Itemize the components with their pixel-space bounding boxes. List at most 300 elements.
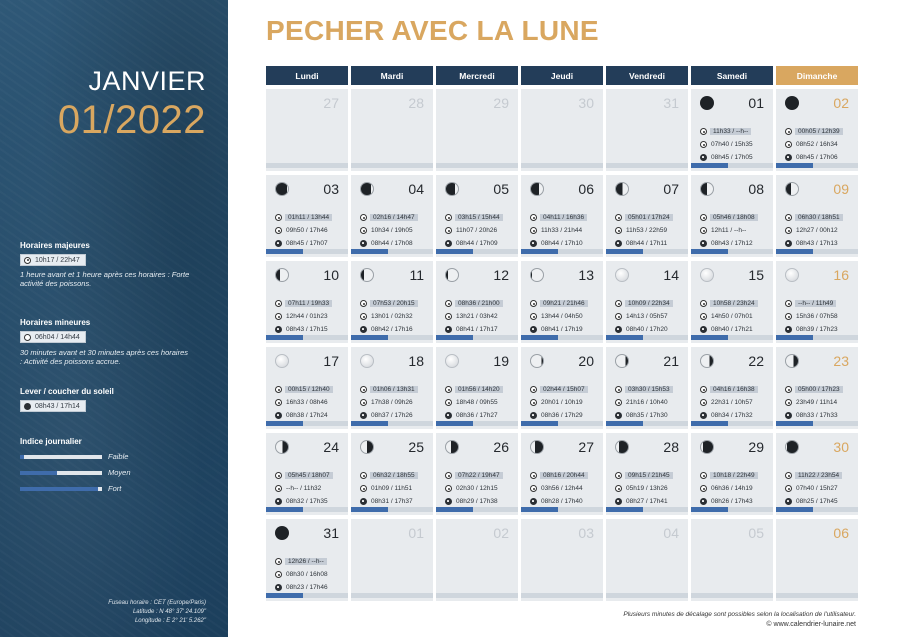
- target-icon: [615, 300, 622, 307]
- minor-hours-text: 08h52 / 16h34: [796, 141, 838, 148]
- minor-hours-text: 17h38 / 09h26: [371, 399, 413, 406]
- major-hours-text: 10h58 / 23h24: [710, 300, 758, 307]
- day-number: 25: [408, 439, 424, 455]
- moon-phase-icon: [785, 440, 799, 454]
- day-cell-outside: [436, 89, 518, 171]
- daily-index-fill: [351, 249, 388, 254]
- time-rows: [445, 469, 515, 508]
- weekday-header: Mercredi: [436, 66, 518, 85]
- daily-index-bar: [691, 335, 773, 340]
- day-number: 21: [663, 353, 679, 369]
- minor-hours-row: [530, 396, 600, 409]
- major-hours-row: [275, 469, 345, 482]
- minor-hours-row: [700, 310, 770, 323]
- day-number: 27: [578, 439, 594, 455]
- moon-phase-icon: [700, 354, 714, 368]
- target-icon: [785, 313, 792, 320]
- moon-phase-icon: [785, 354, 799, 368]
- daily-index-bar: [606, 335, 688, 340]
- major-hours-row: [700, 383, 770, 396]
- major-hours-row: [785, 211, 855, 224]
- day-number: 15: [748, 267, 764, 283]
- target-icon: [785, 485, 792, 492]
- target-icon: [530, 313, 537, 320]
- moon-phase-icon: [785, 182, 799, 196]
- daily-index-bar: [351, 507, 433, 512]
- time-rows: [700, 211, 770, 250]
- sunrise-sunset-text: 08h44 / 17h09: [456, 240, 498, 247]
- daily-index-bar: [606, 421, 688, 426]
- sun-icon: [360, 412, 367, 419]
- minor-hours-text: 10h34 / 19h05: [371, 227, 413, 234]
- daily-index-fill: [436, 335, 473, 340]
- minor-hours-row: [700, 138, 770, 151]
- weekday-header: Jeudi: [521, 66, 603, 85]
- moon-phase-icon: [360, 354, 374, 368]
- target-icon: [275, 300, 282, 307]
- index-fill: [20, 471, 57, 475]
- sun-icon: [785, 326, 792, 333]
- day-number: 05: [493, 181, 509, 197]
- minor-hours-row: [700, 396, 770, 409]
- sun-icon: [24, 403, 31, 410]
- major-hours-text: 04h11 / 16h36: [540, 214, 587, 221]
- day-cell-outside: [776, 519, 858, 601]
- day-number: 02: [833, 95, 849, 111]
- target-icon: [530, 386, 537, 393]
- minor-hours-row: [360, 310, 430, 323]
- minor-hours-text: 07h40 / 15h27: [796, 485, 838, 492]
- sunrise-sunset-text: 08h42 / 17h16: [371, 326, 413, 333]
- major-hours-row: [615, 383, 685, 396]
- moon-phase-icon: [445, 268, 459, 282]
- minor-hours-row: [360, 224, 430, 237]
- time-rows: [530, 383, 600, 422]
- major-hours-row: [275, 297, 345, 310]
- daily-index-bar: [691, 507, 773, 512]
- index-fill: [20, 455, 24, 459]
- day-number: 10: [323, 267, 339, 283]
- target-icon: [360, 399, 367, 406]
- minor-hours-row: [445, 310, 515, 323]
- legend-minor-example-text: 06h04 / 14h44: [35, 333, 80, 341]
- time-rows: [360, 469, 430, 508]
- daily-index-fill: [691, 421, 728, 426]
- time-rows: [275, 211, 345, 250]
- minor-hours-row: [530, 310, 600, 323]
- target-icon: [445, 214, 452, 221]
- minor-hours-text: 22h31 / 10h57: [711, 399, 753, 406]
- day-cell-outside: [351, 519, 433, 601]
- time-rows: [360, 297, 430, 336]
- day-cell: [691, 89, 773, 171]
- sidebar-panel: [0, 0, 228, 637]
- moon-phase-icon: [785, 96, 799, 110]
- legend-major-example: [20, 254, 86, 266]
- sunrise-sunset-text: 08h26 / 17h43: [711, 498, 753, 505]
- sunrise-sunset-text: 08h44 / 17h10: [541, 240, 583, 247]
- daily-index-bar: [266, 421, 348, 426]
- moon-phase-icon: [275, 182, 289, 196]
- index-label-fort: Fort: [108, 484, 122, 493]
- time-rows: [785, 125, 855, 164]
- daily-index-fill: [776, 335, 813, 340]
- major-hours-row: [615, 297, 685, 310]
- major-hours-text: 12h26 / --h--: [285, 558, 327, 565]
- day-cell-outside: [521, 519, 603, 601]
- minor-hours-text: 14h13 / 05h57: [626, 313, 668, 320]
- daily-index-fill: [776, 249, 813, 254]
- sunrise-sunset-text: 08h43 / 17h13: [796, 240, 838, 247]
- minor-hours-text: 20h01 / 10h19: [541, 399, 583, 406]
- footer-note: Plusieurs minutes de décalage sont possibles selon la localisation de l'utilisateur.: [623, 611, 856, 618]
- sun-icon: [530, 240, 537, 247]
- daily-index-fill: [266, 421, 303, 426]
- daily-index-fill: [521, 421, 558, 426]
- day-cell: [521, 433, 603, 515]
- time-rows: [445, 211, 515, 250]
- daily-index-bar: [776, 593, 858, 598]
- target-icon: [530, 472, 537, 479]
- time-rows: [700, 469, 770, 508]
- daily-index-bar: [436, 335, 518, 340]
- time-rows: [445, 383, 515, 422]
- daily-index-fill: [521, 249, 558, 254]
- month-number: 01/2022: [57, 98, 206, 142]
- time-rows: [530, 469, 600, 508]
- major-hours-text: 11h33 / --h--: [710, 128, 751, 135]
- daily-index-bar: [436, 249, 518, 254]
- daily-index-bar: [521, 421, 603, 426]
- major-hours-text: 02h16 / 14h47: [370, 214, 418, 221]
- day-number: 05: [748, 525, 764, 541]
- target-icon: [360, 227, 367, 234]
- day-number: 29: [748, 439, 764, 455]
- target-icon: [445, 472, 452, 479]
- day-number: 01: [408, 525, 424, 541]
- target-icon: [785, 399, 792, 406]
- day-number: 16: [833, 267, 849, 283]
- day-cell-outside: [606, 519, 688, 601]
- day-number: 28: [408, 95, 424, 111]
- target-icon: [530, 485, 537, 492]
- major-hours-row: [360, 297, 430, 310]
- day-number: 31: [663, 95, 679, 111]
- daily-index-bar: [436, 421, 518, 426]
- target-icon: [615, 472, 622, 479]
- minor-hours-text: 12h27 / 00h12: [796, 227, 838, 234]
- moon-phase-icon: [615, 268, 629, 282]
- day-cell: [266, 433, 348, 515]
- minor-hours-text: 03h56 / 12h44: [541, 485, 583, 492]
- major-hours-row: [785, 383, 855, 396]
- target-icon: [785, 214, 792, 221]
- minor-hours-row: [275, 310, 345, 323]
- time-rows: [360, 211, 430, 250]
- time-rows: [275, 383, 345, 422]
- latitude-info: Latitude : N 48° 37' 24.109": [132, 609, 206, 615]
- sun-icon: [615, 412, 622, 419]
- daily-index-fill: [266, 335, 303, 340]
- sunrise-sunset-text: 08h44 / 17h08: [371, 240, 413, 247]
- time-rows: [445, 297, 515, 336]
- daily-index-bar: [606, 593, 688, 598]
- moon-phase-icon: [700, 268, 714, 282]
- day-number: 08: [748, 181, 764, 197]
- major-hours-text: 08h36 / 21h00: [455, 300, 503, 307]
- daily-index-fill: [351, 507, 388, 512]
- major-hours-text: 05h45 / 18h07: [285, 472, 333, 479]
- major-hours-row: [360, 383, 430, 396]
- sunrise-sunset-text: 08h33 / 17h33: [796, 412, 838, 419]
- target-icon: [445, 399, 452, 406]
- day-number: 31: [323, 525, 339, 541]
- minor-hours-row: [275, 396, 345, 409]
- daily-index-bar: [266, 163, 348, 168]
- moon-phase-icon: [275, 440, 289, 454]
- major-hours-row: [275, 383, 345, 396]
- minor-hours-row: [700, 482, 770, 495]
- major-hours-row: [445, 211, 515, 224]
- daily-index-bar: [521, 507, 603, 512]
- target-icon: [700, 300, 707, 307]
- daily-index-bar: [691, 249, 773, 254]
- target-icon: [24, 334, 31, 341]
- daily-index-bar: [266, 335, 348, 340]
- minor-hours-text: --h-- / 11h32: [286, 485, 322, 492]
- time-rows: [615, 297, 685, 336]
- index-label-moyen: Moyen: [108, 468, 131, 477]
- day-number: 17: [323, 353, 339, 369]
- major-hours-text: 04h16 / 16h38: [710, 386, 758, 393]
- target-icon: [275, 214, 282, 221]
- sun-icon: [615, 498, 622, 505]
- day-cell: [521, 175, 603, 257]
- major-hours-text: 07h53 / 20h15: [370, 300, 418, 307]
- sun-icon: [275, 240, 282, 247]
- daily-index-fill: [691, 249, 728, 254]
- sunrise-sunset-text: 08h44 / 17h11: [626, 240, 668, 247]
- daily-index-bar: [606, 163, 688, 168]
- sun-icon: [360, 240, 367, 247]
- day-cell: [691, 433, 773, 515]
- moon-phase-icon: [700, 96, 714, 110]
- target-icon: [615, 313, 622, 320]
- daily-index-fill: [351, 421, 388, 426]
- day-cell: [351, 261, 433, 343]
- month-name: JANVIER: [88, 66, 206, 96]
- target-icon: [445, 386, 452, 393]
- target-icon: [445, 485, 452, 492]
- daily-index-fill: [266, 249, 303, 254]
- day-number: 20: [578, 353, 594, 369]
- sun-icon: [785, 498, 792, 505]
- target-icon: [360, 313, 367, 320]
- day-number: 30: [578, 95, 594, 111]
- minor-hours-text: 14h50 / 07h01: [711, 313, 753, 320]
- weekday-header: Dimanche: [776, 66, 858, 85]
- minor-hours-text: 23h49 / 11h14: [796, 399, 838, 406]
- day-cell: [351, 433, 433, 515]
- target-icon: [700, 399, 707, 406]
- sun-icon: [275, 498, 282, 505]
- moon-phase-icon: [615, 354, 629, 368]
- daily-index-bar: [266, 507, 348, 512]
- timezone-info: Fuseau horaire : CET (Europe/Paris): [108, 600, 206, 606]
- time-rows: [700, 383, 770, 422]
- day-cell: [606, 433, 688, 515]
- minor-hours-text: 09h50 / 17h46: [286, 227, 328, 234]
- daily-index-bar: [776, 507, 858, 512]
- sunrise-sunset-text: 08h43 / 17h12: [711, 240, 753, 247]
- legend-sun-title: Lever / coucher du soleil: [20, 387, 114, 396]
- target-icon: [445, 300, 452, 307]
- major-hours-text: 11h22 / 23h54: [795, 472, 842, 479]
- sunrise-sunset-text: 08h25 / 17h45: [796, 498, 838, 505]
- target-icon: [275, 313, 282, 320]
- daily-index-fill: [436, 507, 473, 512]
- sunrise-sunset-text: 08h27 / 17h41: [626, 498, 668, 505]
- sunrise-sunset-text: 08h43 / 17h15: [286, 326, 328, 333]
- daily-index-fill: [606, 507, 643, 512]
- major-hours-text: 06h32 / 18h55: [370, 472, 418, 479]
- minor-hours-row: [275, 482, 345, 495]
- sun-icon: [445, 412, 452, 419]
- major-hours-text: 00h15 / 12h40: [285, 386, 333, 393]
- sunrise-sunset-text: 08h32 / 17h35: [286, 498, 328, 505]
- minor-hours-text: 12h44 / 01h23: [286, 313, 328, 320]
- target-icon: [275, 485, 282, 492]
- weekday-header: Samedi: [691, 66, 773, 85]
- sunrise-sunset-text: 08h40 / 17h20: [626, 326, 668, 333]
- day-number: 29: [493, 95, 509, 111]
- moon-phase-icon: [360, 440, 374, 454]
- daily-index-bar: [351, 593, 433, 598]
- sun-icon: [700, 154, 707, 161]
- daily-index-bar: [266, 593, 348, 598]
- major-hours-row: [530, 383, 600, 396]
- target-icon: [700, 313, 707, 320]
- target-icon: [700, 472, 707, 479]
- major-hours-text: 02h44 / 15h07: [540, 386, 588, 393]
- daily-index-bar: [351, 163, 433, 168]
- minor-hours-row: [615, 482, 685, 495]
- day-number: 30: [833, 439, 849, 455]
- day-cell: [606, 175, 688, 257]
- moon-phase-icon: [530, 354, 544, 368]
- sun-icon: [785, 412, 792, 419]
- sun-icon: [530, 412, 537, 419]
- major-hours-row: [275, 211, 345, 224]
- moon-phase-icon: [700, 182, 714, 196]
- daily-index-bar: [606, 249, 688, 254]
- day-cell: [776, 433, 858, 515]
- time-rows: [360, 383, 430, 422]
- sunrise-sunset-text: 08h45 / 17h05: [711, 154, 753, 161]
- day-number: 02: [493, 525, 509, 541]
- day-cell-outside: [691, 519, 773, 601]
- minor-hours-text: 02h30 / 12h15: [456, 485, 498, 492]
- index-bar-fort: [20, 487, 102, 491]
- daily-index-fill: [266, 507, 303, 512]
- minor-hours-text: 06h36 / 14h19: [711, 485, 753, 492]
- major-hours-row: [615, 211, 685, 224]
- moon-phase-icon: [530, 268, 544, 282]
- target-icon: [275, 227, 282, 234]
- daily-index-bar: [521, 335, 603, 340]
- daily-index-fill: [436, 249, 473, 254]
- major-hours-text: 01h56 / 14h20: [455, 386, 503, 393]
- target-icon: [785, 141, 792, 148]
- sunrise-sunset-text: 08h45 / 17h06: [796, 154, 838, 161]
- day-number: 11: [409, 267, 424, 283]
- time-rows: [700, 125, 770, 164]
- target-icon: [24, 257, 31, 264]
- major-hours-row: [700, 297, 770, 310]
- minor-hours-text: 13h44 / 04h50: [541, 313, 583, 320]
- day-cell-outside: [351, 89, 433, 171]
- day-cell: [436, 261, 518, 343]
- major-hours-row: [700, 125, 770, 138]
- day-number: 01: [748, 95, 764, 111]
- target-icon: [275, 472, 282, 479]
- sunrise-sunset-text: 08h36 / 17h29: [541, 412, 583, 419]
- major-hours-text: 09h15 / 21h45: [625, 472, 673, 479]
- daily-index-fill: [691, 163, 728, 168]
- major-hours-text: 03h15 / 15h44: [455, 214, 503, 221]
- day-cell: [266, 175, 348, 257]
- minor-hours-text: 21h16 / 10h40: [626, 399, 668, 406]
- sunrise-sunset-text: 08h41 / 17h17: [456, 326, 498, 333]
- minor-hours-row: [785, 224, 855, 237]
- page-title: PECHER AVEC LA LUNE: [266, 15, 599, 46]
- day-cell: [691, 261, 773, 343]
- time-rows: [785, 469, 855, 508]
- minor-hours-text: 16h33 / 08h46: [286, 399, 328, 406]
- major-hours-row: [275, 555, 345, 568]
- major-hours-text: 09h21 / 21h46: [540, 300, 588, 307]
- minor-hours-row: [445, 224, 515, 237]
- major-hours-text: 07h22 / 19h47: [455, 472, 503, 479]
- moon-phase-icon: [530, 440, 544, 454]
- major-hours-text: 01h11 / 13h44: [285, 214, 332, 221]
- day-number: 23: [833, 353, 849, 369]
- moon-phase-icon: [275, 526, 289, 540]
- sunrise-sunset-text: 08h35 / 17h30: [626, 412, 668, 419]
- day-cell: [266, 519, 348, 601]
- daily-index-bar: [776, 249, 858, 254]
- target-icon: [360, 472, 367, 479]
- daily-index-bar: [691, 163, 773, 168]
- day-cell-outside: [606, 89, 688, 171]
- target-icon: [530, 227, 537, 234]
- minor-hours-text: 07h40 / 15h35: [711, 141, 753, 148]
- daily-index-bar: [351, 421, 433, 426]
- time-rows: [615, 383, 685, 422]
- moon-phase-icon: [360, 182, 374, 196]
- day-cell: [776, 89, 858, 171]
- target-icon: [615, 386, 622, 393]
- minor-hours-text: 11h53 / 22h59: [626, 227, 668, 234]
- moon-phase-icon: [275, 268, 289, 282]
- legend-minor-title: Horaires mineures: [20, 318, 91, 327]
- day-number: 27: [323, 95, 339, 111]
- time-rows: [275, 469, 345, 508]
- sunrise-sunset-text: 08h29 / 17h38: [456, 498, 498, 505]
- day-number: 14: [663, 267, 679, 283]
- minor-hours-row: [445, 396, 515, 409]
- major-hours-text: 07h11 / 19h33: [285, 300, 332, 307]
